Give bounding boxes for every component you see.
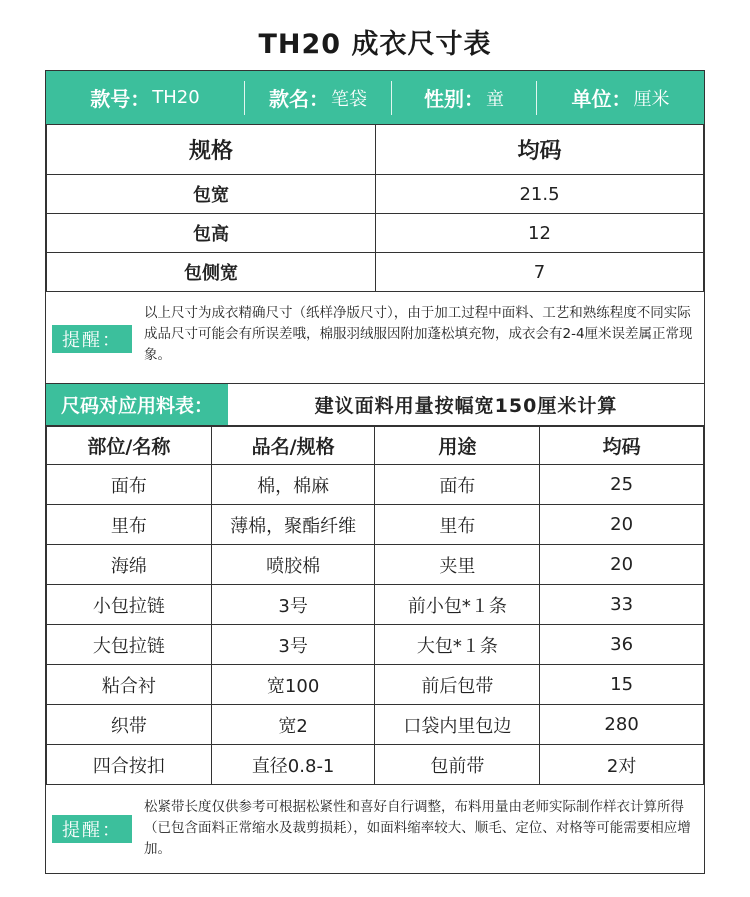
spec-name: 包宽 <box>47 175 376 214</box>
usage-cell: 面布 <box>375 465 540 505</box>
size-column-header: 均码 <box>376 125 704 175</box>
header-divider <box>536 81 537 115</box>
spec-value: 7 <box>376 253 704 292</box>
table-row <box>47 253 704 292</box>
style-name-label: 款名： <box>269 87 329 111</box>
header-divider <box>391 81 392 115</box>
reminder-badge: 提醒： <box>52 815 132 843</box>
table-row <box>47 625 704 665</box>
product-cell: 薄棉，聚酯纤维 <box>211 505 375 545</box>
size-note <box>46 289 704 384</box>
amount-cell: 280 <box>540 705 704 745</box>
unit-cell <box>537 71 704 124</box>
usage-cell: 夹里 <box>375 545 540 585</box>
part-cell: 面布 <box>47 465 212 505</box>
usage-cell: 里布 <box>375 505 540 545</box>
product-cell: 3号 <box>211 585 375 625</box>
part-cell: 织带 <box>47 705 212 745</box>
table-row <box>47 545 704 585</box>
table-row <box>47 175 704 214</box>
material-note <box>46 789 704 875</box>
info-header <box>46 71 704 124</box>
style-number-cell <box>46 71 244 124</box>
usage-cell: 大包*１条 <box>375 625 540 665</box>
spec-column-header: 规格 <box>47 125 376 175</box>
part-cell: 海绵 <box>47 545 212 585</box>
product-cell: 宽100 <box>211 665 375 705</box>
table-row <box>47 585 704 625</box>
amount-cell: 33 <box>540 585 704 625</box>
material-section-bar <box>46 384 704 426</box>
table-row <box>47 465 704 505</box>
product-cell: 喷胶棉 <box>211 545 375 585</box>
size-table-header <box>47 125 704 175</box>
amount-cell: 20 <box>540 505 704 545</box>
spec-value: 12 <box>376 214 704 253</box>
size-note-text: 以上尺寸为成衣精确尺寸（纸样净版尺寸），由于加工过程中面料、工艺和熟练程度不同实际成品尺寸可能会有所误差哦，棉服羽绒服因附加蓬松填充物，成衣会有2-4厘米误差属正常现象。 <box>144 305 693 363</box>
reminder-badge: 提醒： <box>52 325 132 353</box>
table-row <box>47 214 704 253</box>
amount-cell: 15 <box>540 665 704 705</box>
product-column-header: 品名/规格 <box>211 427 375 465</box>
part-column-header: 部位/名称 <box>47 427 212 465</box>
style-number-value: TH20 <box>152 87 200 108</box>
material-section-subtitle: 建议面料用量按幅宽150厘米计算 <box>314 395 618 417</box>
material-section-title: 尺码对应用料表： <box>46 384 228 425</box>
spec-name: 包侧宽 <box>47 253 376 292</box>
usage-cell: 口袋内里包边 <box>375 705 540 745</box>
unit-value: 厘米 <box>633 88 670 110</box>
part-cell: 里布 <box>47 505 212 545</box>
usage-cell: 前后包带 <box>375 665 540 705</box>
material-table <box>46 426 704 785</box>
usage-cell: 包前带 <box>375 745 540 785</box>
gender-label: 性别： <box>424 87 484 111</box>
product-cell: 直径0.8-1 <box>211 745 375 785</box>
page-title: TH20 成衣尺寸表 <box>258 29 492 60</box>
style-name-value: 笔袋 <box>331 88 367 110</box>
header-divider <box>244 81 245 115</box>
amount-cell: 25 <box>540 465 704 505</box>
part-cell: 四合按扣 <box>47 745 212 785</box>
usage-cell: 前小包*１条 <box>375 585 540 625</box>
part-cell: 粘合衬 <box>47 665 212 705</box>
product-cell: 棉，棉麻 <box>211 465 375 505</box>
table-row <box>47 505 704 545</box>
gender-cell <box>392 71 536 124</box>
spec-name: 包高 <box>47 214 376 253</box>
spec-value: 21.5 <box>376 175 704 214</box>
amount-cell: 36 <box>540 625 704 665</box>
table-row <box>47 665 704 705</box>
table-row <box>47 705 704 745</box>
part-cell: 小包拉链 <box>47 585 212 625</box>
table-row <box>47 745 704 785</box>
gender-value: 童 <box>486 88 504 110</box>
amount-cell: 2对 <box>540 745 704 785</box>
style-name-cell <box>245 71 391 124</box>
part-cell: 大包拉链 <box>47 625 212 665</box>
usage-column-header: 用途 <box>375 427 540 465</box>
material-table-header <box>47 427 704 465</box>
material-note-text: 松紧带长度仅供参考可根据松紧性和喜好自行调整，布料用量由老师实际制作样衣计算所得（已包含面料正常缩水及裁剪损耗），如面料缩率较大、顺毛、定位、对格等可能需要相应增加。 <box>144 799 691 857</box>
product-cell: 宽2 <box>211 705 375 745</box>
size-table <box>46 124 704 292</box>
product-cell: 3号 <box>211 625 375 665</box>
unit-label: 单位： <box>571 87 632 111</box>
size-chart-frame <box>45 70 705 874</box>
amount-column-header: 均码 <box>540 427 704 465</box>
style-number-label: 款号： <box>90 87 151 111</box>
amount-cell: 20 <box>540 545 704 585</box>
